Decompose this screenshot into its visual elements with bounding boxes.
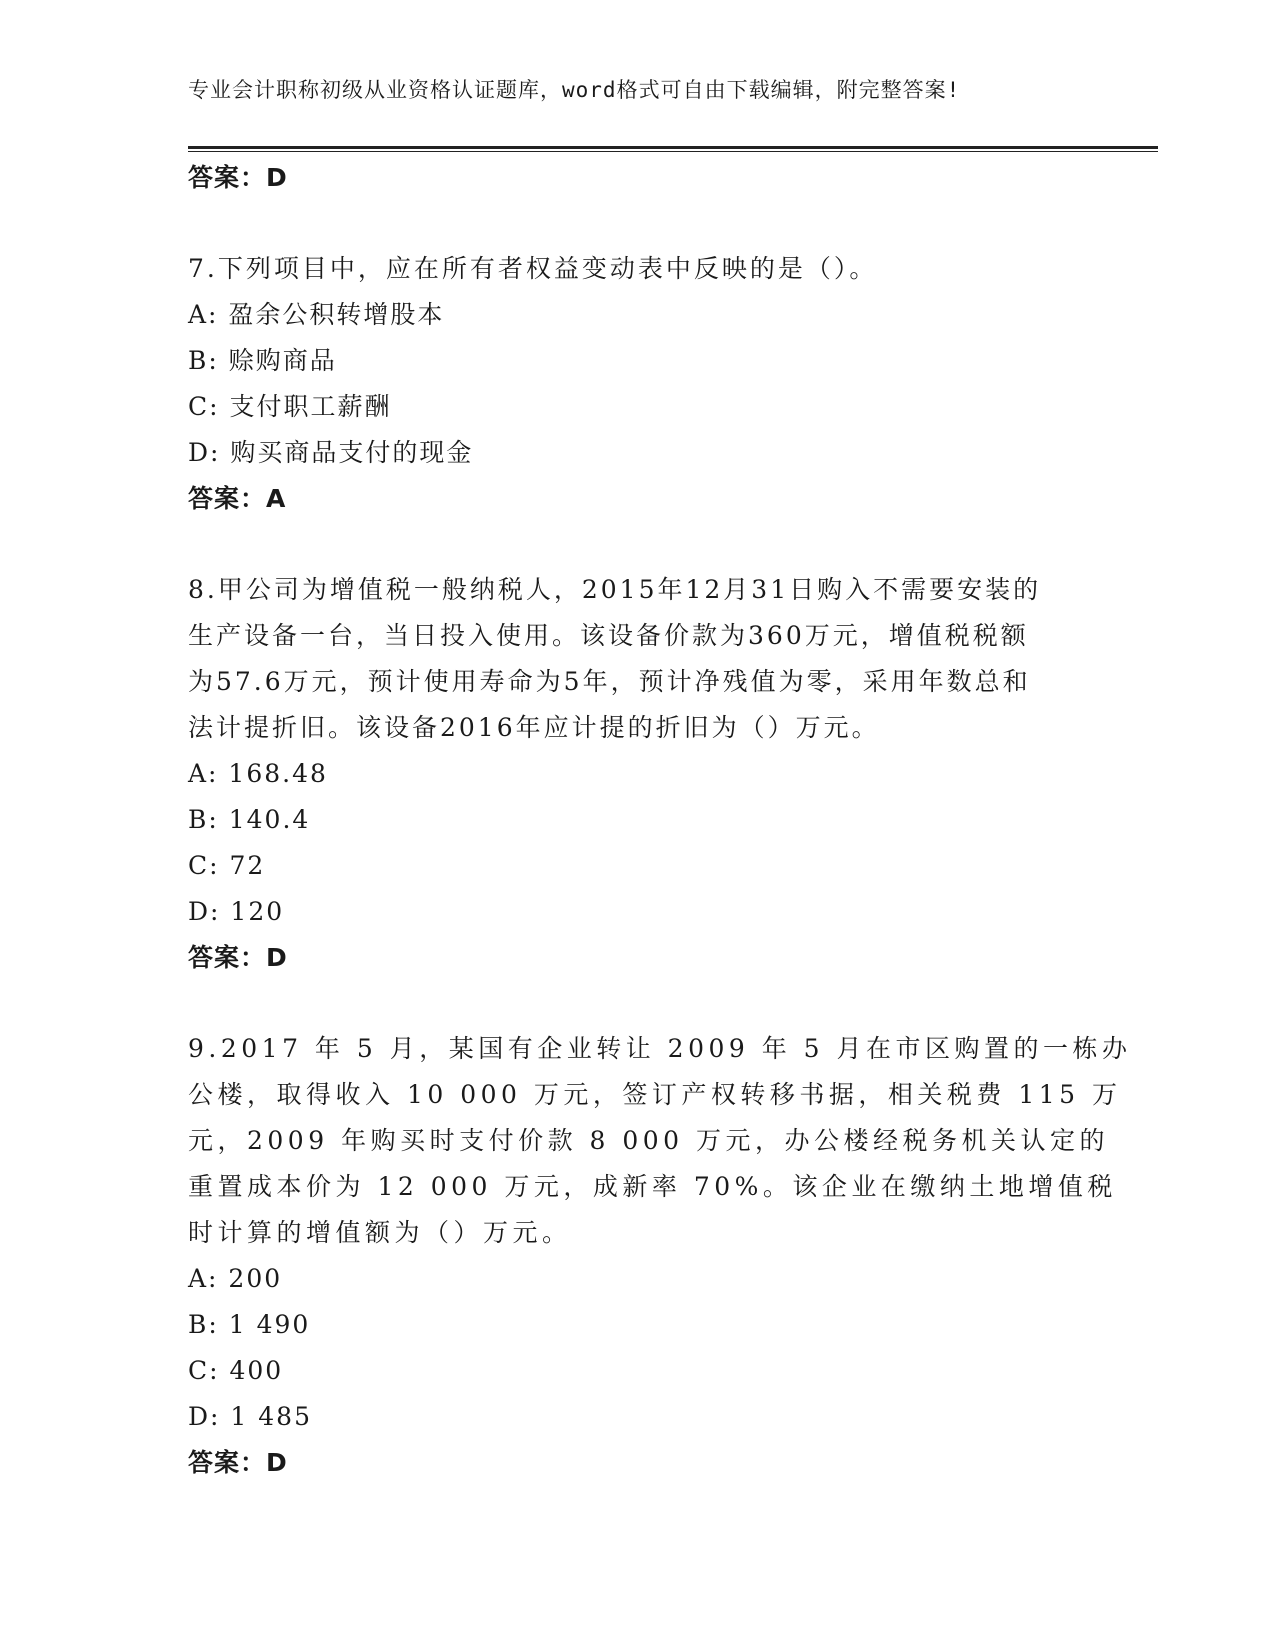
- option-c: C: 400: [188, 1356, 284, 1385]
- question-7: [188, 246, 1088, 522]
- answer: 答案：D: [188, 1448, 288, 1477]
- option-a: A: 168.48: [188, 759, 328, 788]
- header-divider-thin: [188, 151, 1158, 152]
- question-text-line: 8.甲公司为增值税一般纳税人，2015年12月31日购入不需要安装的: [188, 575, 1042, 604]
- page-header: 专业会计职称初级从业资格认证题库，word格式可自由下载编辑，附完整答案!: [188, 78, 961, 102]
- question-text-line: 时计算的增值额为（）万元。: [188, 1218, 572, 1247]
- option-d: D: 120: [188, 897, 285, 926]
- answer: 答案：A: [188, 484, 287, 513]
- question-text-line: 公楼，取得收入 10 000 万元，签订产权转移书据，相关税费 115 万: [188, 1080, 1122, 1109]
- question-text-line: 重置成本价为 12 000 万元，成新率 70%。该企业在缴纳土地增值税: [188, 1172, 1117, 1201]
- question-text-line: 9.2017 年 5 月，某国有企业转让 2009 年 5 月在市区购置的一栋办: [188, 1034, 1132, 1063]
- option-b: B: 赊购商品: [188, 346, 337, 375]
- question-text-line: 法计提折旧。该设备2016年应计提的折旧为（）万元。: [188, 713, 880, 742]
- question-8: [188, 567, 1088, 981]
- question-9: [188, 1026, 1132, 1486]
- question-text-line: 为57.6万元，预计使用寿命为5年，预计净残值为零，采用年数总和: [188, 667, 1031, 696]
- question-text-line: 生产设备一台，当日投入使用。该设备价款为360万元，增值税税额: [188, 621, 1029, 650]
- question-list: [188, 155, 1132, 1486]
- option-a: A: 200: [188, 1264, 283, 1293]
- option-b: B: 1 490: [188, 1310, 311, 1339]
- option-a: A: 盈余公积转增股本: [188, 300, 445, 329]
- answer: 答案：D: [188, 943, 288, 972]
- question-text-line: 元，2009 年购买时支付价款 8 000 万元，办公楼经税务机关认定的: [188, 1126, 1110, 1155]
- option-c: C: 72: [188, 851, 266, 880]
- question-text-line: 7.下列项目中，应在所有者权益变动表中反映的是（）。: [188, 254, 878, 283]
- option-d: D: 1 485: [188, 1402, 312, 1431]
- header-divider: [188, 146, 1158, 149]
- option-b: B: 140.4: [188, 805, 311, 834]
- previous-answer: 答案：D: [188, 163, 288, 192]
- option-c: C: 支付职工薪酬: [188, 392, 392, 421]
- option-d: D: 购买商品支付的现金: [188, 438, 474, 467]
